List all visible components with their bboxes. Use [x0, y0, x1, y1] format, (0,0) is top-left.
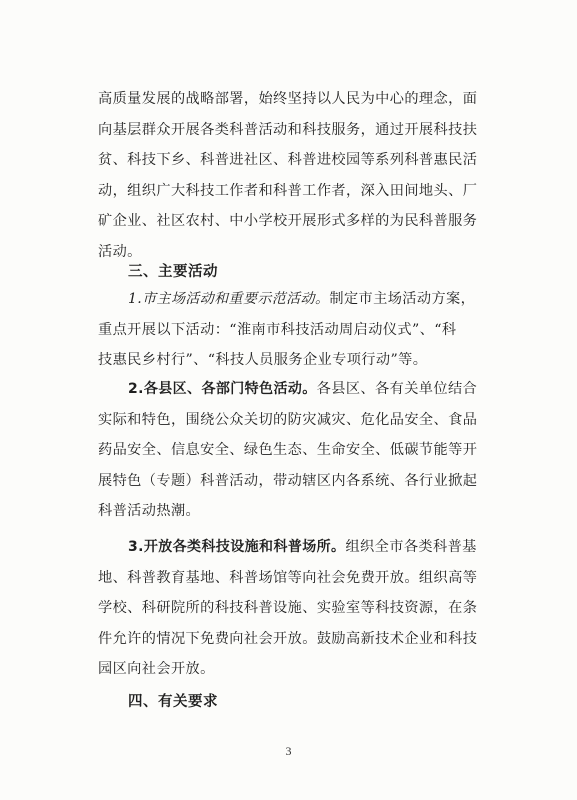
- page-number: 3: [285, 744, 292, 758]
- item1-line1-rest: 制定市主场活动方案，: [329, 291, 476, 307]
- text-line: 药品安全、信息安全、绿色生态、生命安全、低碳节能等开: [98, 442, 478, 458]
- text-line: 动，组织广大科技工作者和科普工作者，深入田间地头、厂: [98, 182, 478, 199]
- text-line: [98, 532, 500, 563]
- text-line: 技惠民乡村行”、“科技人员服务企业专项行动”等。: [98, 352, 428, 368]
- section-heading-requirements: 四、有关要求: [128, 694, 218, 710]
- text-line: [98, 374, 500, 405]
- item2-line1-rest: 各县区、各有关单位结合: [316, 381, 478, 397]
- item2-lead: 2.各县区、各部门特色活动。: [128, 381, 317, 397]
- item3-paragraph: [98, 532, 500, 685]
- text-line: 学校、科研院所的科技科普设施、实验室等科技资源，在条: [98, 600, 478, 616]
- text-line: 件允许的情况下免费向社会开放。鼓励高新技术企业和科技: [98, 630, 478, 647]
- text-line: 科普活动热潮。: [98, 503, 201, 519]
- text-line: 贫、科技下乡、科普进社区、科普进校园等系列科普惠民活: [98, 152, 478, 168]
- text-line: 重点开展以下活动：“淮南市科技活动周启动仪式”、“科: [98, 321, 457, 338]
- text-line: 园区向社会开放。: [98, 661, 215, 677]
- text-line: 地、科普教育基地、科普场馆等向社会免费开放。组织高等: [98, 569, 478, 586]
- item1-paragraph: [98, 284, 500, 376]
- item3-lead: 3.开放各类科技设施和科普场所。: [128, 539, 346, 555]
- item1-lead: 1.市主场活动和重要示范活动。: [128, 291, 330, 307]
- text-line: [98, 284, 500, 315]
- item3-line1-rest: 组织全市各类科普基: [345, 539, 477, 555]
- intro-paragraph: [98, 84, 500, 267]
- text-line: 实际和特色，围绕公众关切的防灾减灾、危化品安全、食品: [98, 411, 478, 428]
- section-heading-main-activities: 三、主要活动: [128, 264, 218, 280]
- item2-paragraph: [98, 374, 500, 527]
- text-line: 活动。: [98, 243, 142, 260]
- text-line: 矿企业、社区农村、中小学校开展形式多样的为民科普服务: [98, 213, 478, 229]
- text-line: 展特色（专题）科普活动，带动辖区内各系统、各行业掀起: [98, 472, 478, 489]
- text-line: 高质量发展的战略部署，始终坚持以人民为中心的理念，面: [98, 91, 478, 107]
- text-line: 向基层群众开展各类科普活动和科技服务，通过开展科技扶: [98, 121, 478, 138]
